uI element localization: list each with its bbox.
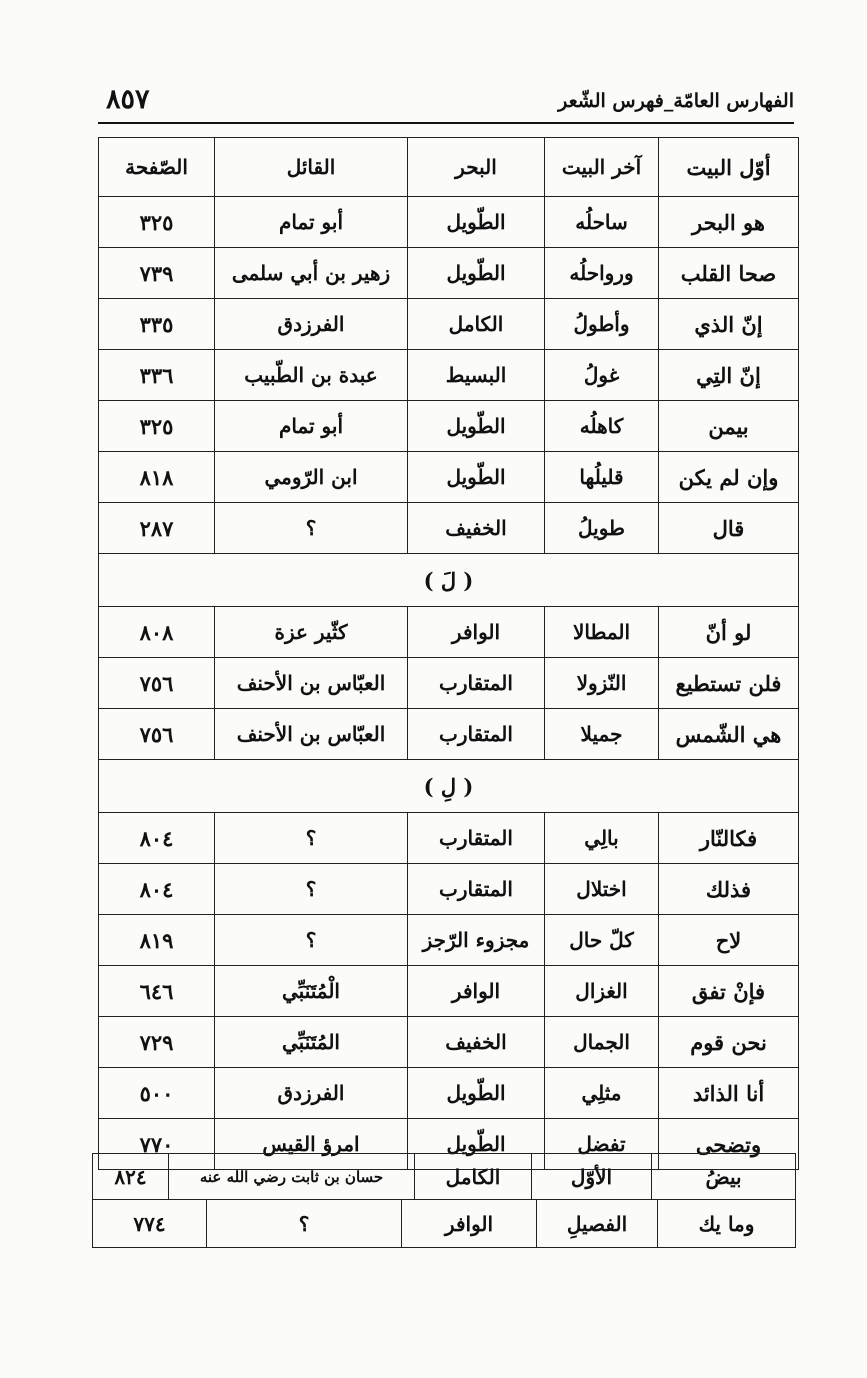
cell-meter: المتقارب [408,709,545,760]
cell-meter: البسيط [408,350,545,401]
cell-first-line: فكالنّار [659,813,799,864]
cell-first-line: قال [659,503,799,554]
poetry-index-table [98,137,799,1170]
cell-meter: الطّويل [408,452,545,503]
table-row [99,658,799,709]
cell-poet: حسان بن ثابت رضي الله عنه [169,1154,415,1200]
cell-page: ٨١٨ [99,452,215,503]
cell-last-line: كلّ حال [545,915,659,966]
section-heading-row [99,554,799,607]
cell-meter: الخفيف [408,1017,545,1068]
cell-last-line: قليلُها [545,452,659,503]
cell-page: ٨٢٤ [93,1154,169,1200]
cell-first-line: لاح [659,915,799,966]
cell-last-line: بالِي [545,813,659,864]
table-row [99,709,799,760]
cell-first-line: فإنْ تفق [659,966,799,1017]
col-header-poet: القائل [215,138,408,197]
poetry-index-tail-row-1 [92,1153,796,1200]
cell-last-line: جميلا [545,709,659,760]
cell-first-line: لو أنّ [659,607,799,658]
cell-first-line: بيضُ [652,1154,796,1200]
cell-page: ٧٥٦ [99,709,215,760]
cell-page: ٧٥٦ [99,658,215,709]
table-row [99,401,799,452]
table-row [99,248,799,299]
cell-page: ٨٠٤ [99,813,215,864]
table-row [93,1154,796,1200]
table-row [99,1068,799,1119]
cell-meter: الوافر [408,607,545,658]
cell-first-line: هو البحر [659,197,799,248]
cell-page: ٣٢٥ [99,197,215,248]
cell-first-line: فذلك [659,864,799,915]
cell-meter: الطّويل [408,197,545,248]
table-row [99,864,799,915]
cell-meter: الطّويل [408,248,545,299]
cell-last-line: ورواحلُه [545,248,659,299]
header-row [99,138,799,197]
cell-poet: الفرزدق [215,1068,408,1119]
cell-poet: أبو تمام [215,401,408,452]
cell-last-line: غولُ [545,350,659,401]
cell-poet: الْمُتَنَبِّي [215,966,408,1017]
cell-page: ٨١٩ [99,915,215,966]
cell-meter: مجزوء الرّجز [408,915,545,966]
table-row [99,966,799,1017]
cell-meter: الطّويل [408,1068,545,1119]
cell-first-line: وإن لم يكن [659,452,799,503]
running-head: الفهارس العامّة_فهرس الشّعر [558,90,794,112]
cell-meter: الطّويل [408,401,545,452]
cell-last-line: اختلال [545,864,659,915]
cell-meter: الكامل [408,299,545,350]
cell-last-line: المطالا [545,607,659,658]
cell-poet: العبّاس بن الأحنف [215,658,408,709]
cell-page: ٣٣٦ [99,350,215,401]
table-row [99,299,799,350]
table-row [99,350,799,401]
cell-page: ٧٧٤ [93,1200,207,1248]
cell-poet: عبدة بن الطّبيب [215,350,408,401]
cell-last-line: وأطولُ [545,299,659,350]
poetry-index-tail-row-2 [92,1199,796,1248]
cell-poet: ابن الرّومي [215,452,408,503]
cell-page: ٦٤٦ [99,966,215,1017]
cell-first-line: صحا القلب [659,248,799,299]
cell-poet: ؟ [215,915,408,966]
col-header-last-line: آخر البيت [545,138,659,197]
cell-page: ٨٠٨ [99,607,215,658]
cell-page: ٢٨٧ [99,503,215,554]
cell-first-line: هي الشّمس [659,709,799,760]
table-row [99,813,799,864]
cell-poet: ؟ [207,1200,402,1248]
cell-last-line: الأوّل [532,1154,652,1200]
cell-poet: زهير بن أبي سلمى [215,248,408,299]
cell-poet: أبو تمام [215,197,408,248]
col-header-page: الصّفحة [99,138,215,197]
cell-meter: الوافر [408,966,545,1017]
cell-first-line: وتضحى [659,1119,799,1170]
cell-last-line: طويلُ [545,503,659,554]
cell-meter: الوافر [402,1200,537,1248]
col-header-meter: البحر [408,138,545,197]
col-header-first-line: أوّل البيت [659,138,799,197]
cell-first-line: فلن تستطيع [659,658,799,709]
cell-page: ٧٢٩ [99,1017,215,1068]
table-row [93,1200,796,1248]
cell-poet: العبّاس بن الأحنف [215,709,408,760]
cell-poet: كثّير عزة [215,607,408,658]
page-header [98,86,794,124]
cell-last-line: ساحلُه [545,197,659,248]
table-row [99,607,799,658]
cell-first-line: بيمن [659,401,799,452]
cell-first-line: وما يك [658,1200,796,1248]
cell-poet: امرؤ القيس [215,1119,408,1170]
cell-page: ٥٠٠ [99,1068,215,1119]
cell-page: ٧٣٩ [99,248,215,299]
section-heading: ( لِ ) [99,760,799,813]
cell-poet: ؟ [215,813,408,864]
cell-page: ٨٠٤ [99,864,215,915]
cell-meter: الطّويل [408,1119,545,1170]
cell-page: ٧٧٠ [99,1119,215,1170]
cell-page: ٣٢٥ [99,401,215,452]
cell-meter: المتقارب [408,658,545,709]
section-heading: ( لَ ) [99,554,799,607]
cell-meter: المتقارب [408,864,545,915]
section-heading-row [99,760,799,813]
cell-last-line: الفصيلِ [537,1200,658,1248]
table-row [99,915,799,966]
cell-last-line: الغزال [545,966,659,1017]
cell-poet: المُتَنَبِّي [215,1017,408,1068]
table-row [99,1017,799,1068]
page-number: ٨٥٧ [106,84,150,115]
cell-meter: الكامل [415,1154,532,1200]
cell-first-line: إنّ التِي [659,350,799,401]
cell-poet: ؟ [215,503,408,554]
cell-poet: الفرزدق [215,299,408,350]
cell-last-line: مثلِي [545,1068,659,1119]
cell-last-line: تفضل [545,1119,659,1170]
cell-meter: الخفيف [408,503,545,554]
cell-first-line: أنا الذائد [659,1068,799,1119]
table-row [99,452,799,503]
cell-last-line: النّزولا [545,658,659,709]
cell-last-line: الجمال [545,1017,659,1068]
cell-meter: المتقارب [408,813,545,864]
table-row [99,503,799,554]
cell-last-line: كاهلُه [545,401,659,452]
table-row [99,197,799,248]
cell-first-line: نحن قوم [659,1017,799,1068]
cell-first-line: إنّ الذي [659,299,799,350]
cell-page: ٣٣٥ [99,299,215,350]
cell-poet: ؟ [215,864,408,915]
